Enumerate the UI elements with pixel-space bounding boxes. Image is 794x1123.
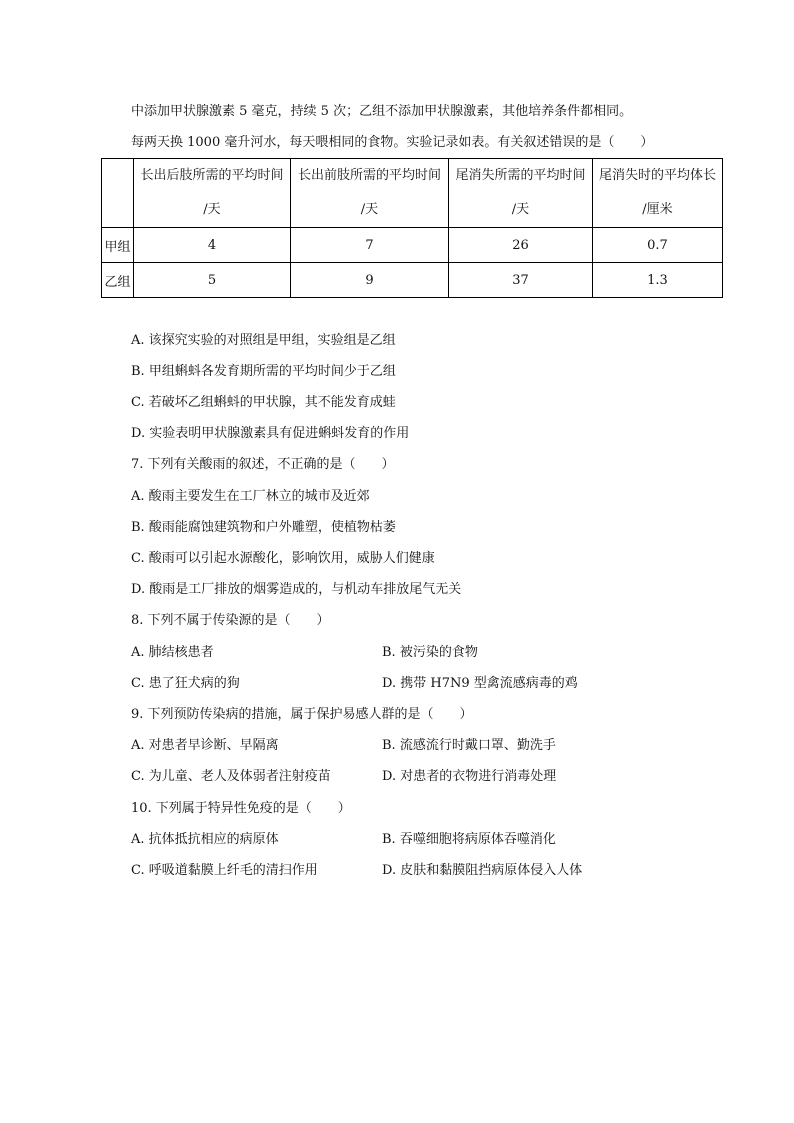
table-cell: 0.7	[593, 228, 723, 263]
q9-option-b: B. 流感流行时戴口罩、勤洗手	[382, 738, 556, 753]
intro-line-1: 中添加甲状腺激素 5 毫克，持续 5 次；乙组不添加甲状腺激素，其他培养条件都相同。	[131, 104, 633, 119]
q10-option-d: D. 皮肤和黏膜阻挡病原体侵入人体	[382, 863, 583, 878]
table-cell: 4	[134, 228, 291, 263]
q9-option-d: D. 对患者的衣物进行消毒处理	[382, 769, 557, 784]
table-header-cell: 长出后肢所需的平均时间 /天	[134, 159, 291, 228]
q6-option-a: A. 该探究实验的对照组是甲组，实验组是乙组	[131, 333, 396, 348]
q8-option-a: A. 肺结核患者	[131, 645, 214, 660]
q10-option-c: C. 呼吸道黏膜上纤毛的清扫作用	[131, 863, 318, 878]
table-header-cell	[102, 159, 134, 228]
q9-option-c: C. 为儿童、老人及体弱者注射疫苗	[131, 769, 331, 784]
q8-option-b: B. 被污染的食物	[382, 645, 478, 660]
q9-option-a: A. 对患者早诊断、早隔离	[131, 738, 279, 753]
q10-option-b: B. 吞噬细胞将病原体吞噬消化	[382, 832, 556, 847]
table-row-label: 甲组	[102, 228, 134, 263]
q6-option-d: D. 实验表明甲状腺激素具有促进蝌蚪发育的作用	[131, 426, 410, 441]
q7-option-b: B. 酸雨能腐蚀建筑物和户外雕塑，使植物枯萎	[131, 520, 396, 535]
q7-option-a: A. 酸雨主要发生在工厂林立的城市及近郊	[131, 489, 370, 504]
table-row-label: 乙组	[102, 263, 134, 298]
q7-option-c: C. 酸雨可以引起水源酸化，影响饮用，威胁人们健康	[131, 551, 435, 566]
table-cell: 26	[449, 228, 593, 263]
experiment-table	[101, 158, 723, 298]
q10-option-a: A. 抗体抵抗相应的病原体	[131, 832, 279, 847]
table-cell: 5	[134, 263, 291, 298]
q6-option-b: B. 甲组蝌蚪各发育期所需的平均时间少于乙组	[131, 364, 396, 379]
q7-option-d: D. 酸雨是工厂排放的烟雾造成的，与机动车排放尾气无关	[131, 582, 462, 597]
table-cell: 1.3	[593, 263, 723, 298]
q8-stem: 8. 下列不属于传染源的是（ ）	[131, 613, 330, 628]
table-header-cell: 尾消失所需的平均时间 /天	[449, 159, 593, 228]
table-cell: 7	[291, 228, 449, 263]
q9-stem: 9. 下列预防传染病的措施，属于保护易感人群的是（ ）	[131, 707, 473, 722]
table-cell: 9	[291, 263, 449, 298]
q10-stem: 10. 下列属于特异性免疫的是（ ）	[131, 801, 351, 816]
intro-line-2: 每两天换 1000 毫升河水，每天喂相同的食物。实验记录如表。有关叙述错误的是（ ）	[131, 135, 654, 150]
table-row	[102, 228, 723, 263]
q6-option-c: C. 若破坏乙组蝌蚪的甲状腺，其不能发育成蛙	[131, 395, 396, 410]
q7-stem: 7. 下列有关酸雨的叙述，不正确的是（ ）	[131, 457, 395, 472]
q8-option-d: D. 携带 H7N9 型禽流感病毒的鸡	[382, 676, 578, 691]
table-header-cell: 尾消失时的平均体长 /厘米	[593, 159, 723, 228]
table-row	[102, 263, 723, 298]
table-header-row	[102, 159, 723, 228]
table-cell: 37	[449, 263, 593, 298]
table-header-cell: 长出前肢所需的平均时间 /天	[291, 159, 449, 228]
q8-option-c: C. 患了狂犬病的狗	[131, 676, 240, 691]
